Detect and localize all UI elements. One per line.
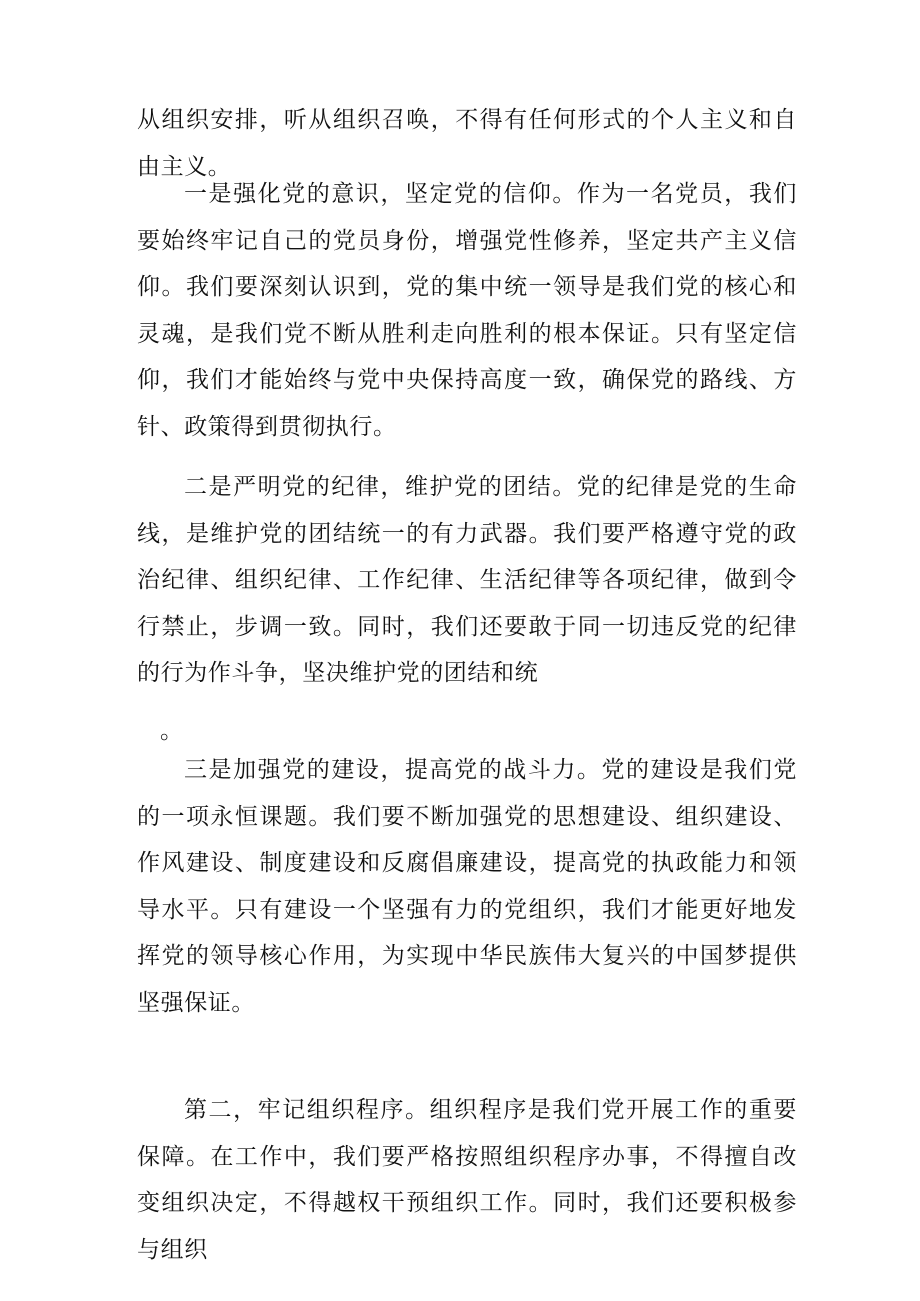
paragraph-party-discipline: 二是严明党的纪律，维护党的团结。党的纪律是党的生命线，是维护党的团结统一的有力武器。我们要严格遵守党的政治纪律、组织纪律、工作纪律、生活纪律等各项纪律，做到令行禁止，步调一致。同时，我们还要敢于同一切违反党的纪律的行为作斗争，坚决维护党的团结和统 xyxy=(137,474,797,686)
paragraph-party-awareness: 一是强化党的意识，坚定党的信仰。作为一名党员，我们要始终牢记自己的党员身份，增强党性修养，坚定共产主义信仰。我们要深刻认识到，党的集中统一领导是我们党的核心和灵魂，是我们党不断从胜利走向胜利的根本保证。只有坚定信仰，我们才能始终与党中央保持高度一致，确保党的路线、方针、政策得到贯彻执行。 xyxy=(137,181,797,440)
paragraph-continuation: 从组织安排，听从组织召唤，不得有任何形式的个人主义和自由主义。 xyxy=(137,107,797,180)
paragraph-stray-period: 。 xyxy=(160,718,184,744)
paragraph-organizational-procedure: 第二，牢记组织程序。组织程序是我们党开展工作的重要保障。在工作中，我们要严格按照组织程序办事，不得擅自改变组织决定，不得越权干预组织工作。同时，我们还要积极参与组织 xyxy=(137,1097,797,1263)
paragraph-party-building: 三是加强党的建设，提高党的战斗力。党的建设是我们党的一项永恒课题。我们要不断加强党的思想建设、组织建设、作风建设、制度建设和反腐倡廉建设，提高党的执政能力和领导水平。只有建设一个坚强有力的党组织，我们才能更好地发挥党的领导核心作用，为实现中华民族伟大复兴的中国梦提供坚强保证。 xyxy=(137,757,797,1016)
